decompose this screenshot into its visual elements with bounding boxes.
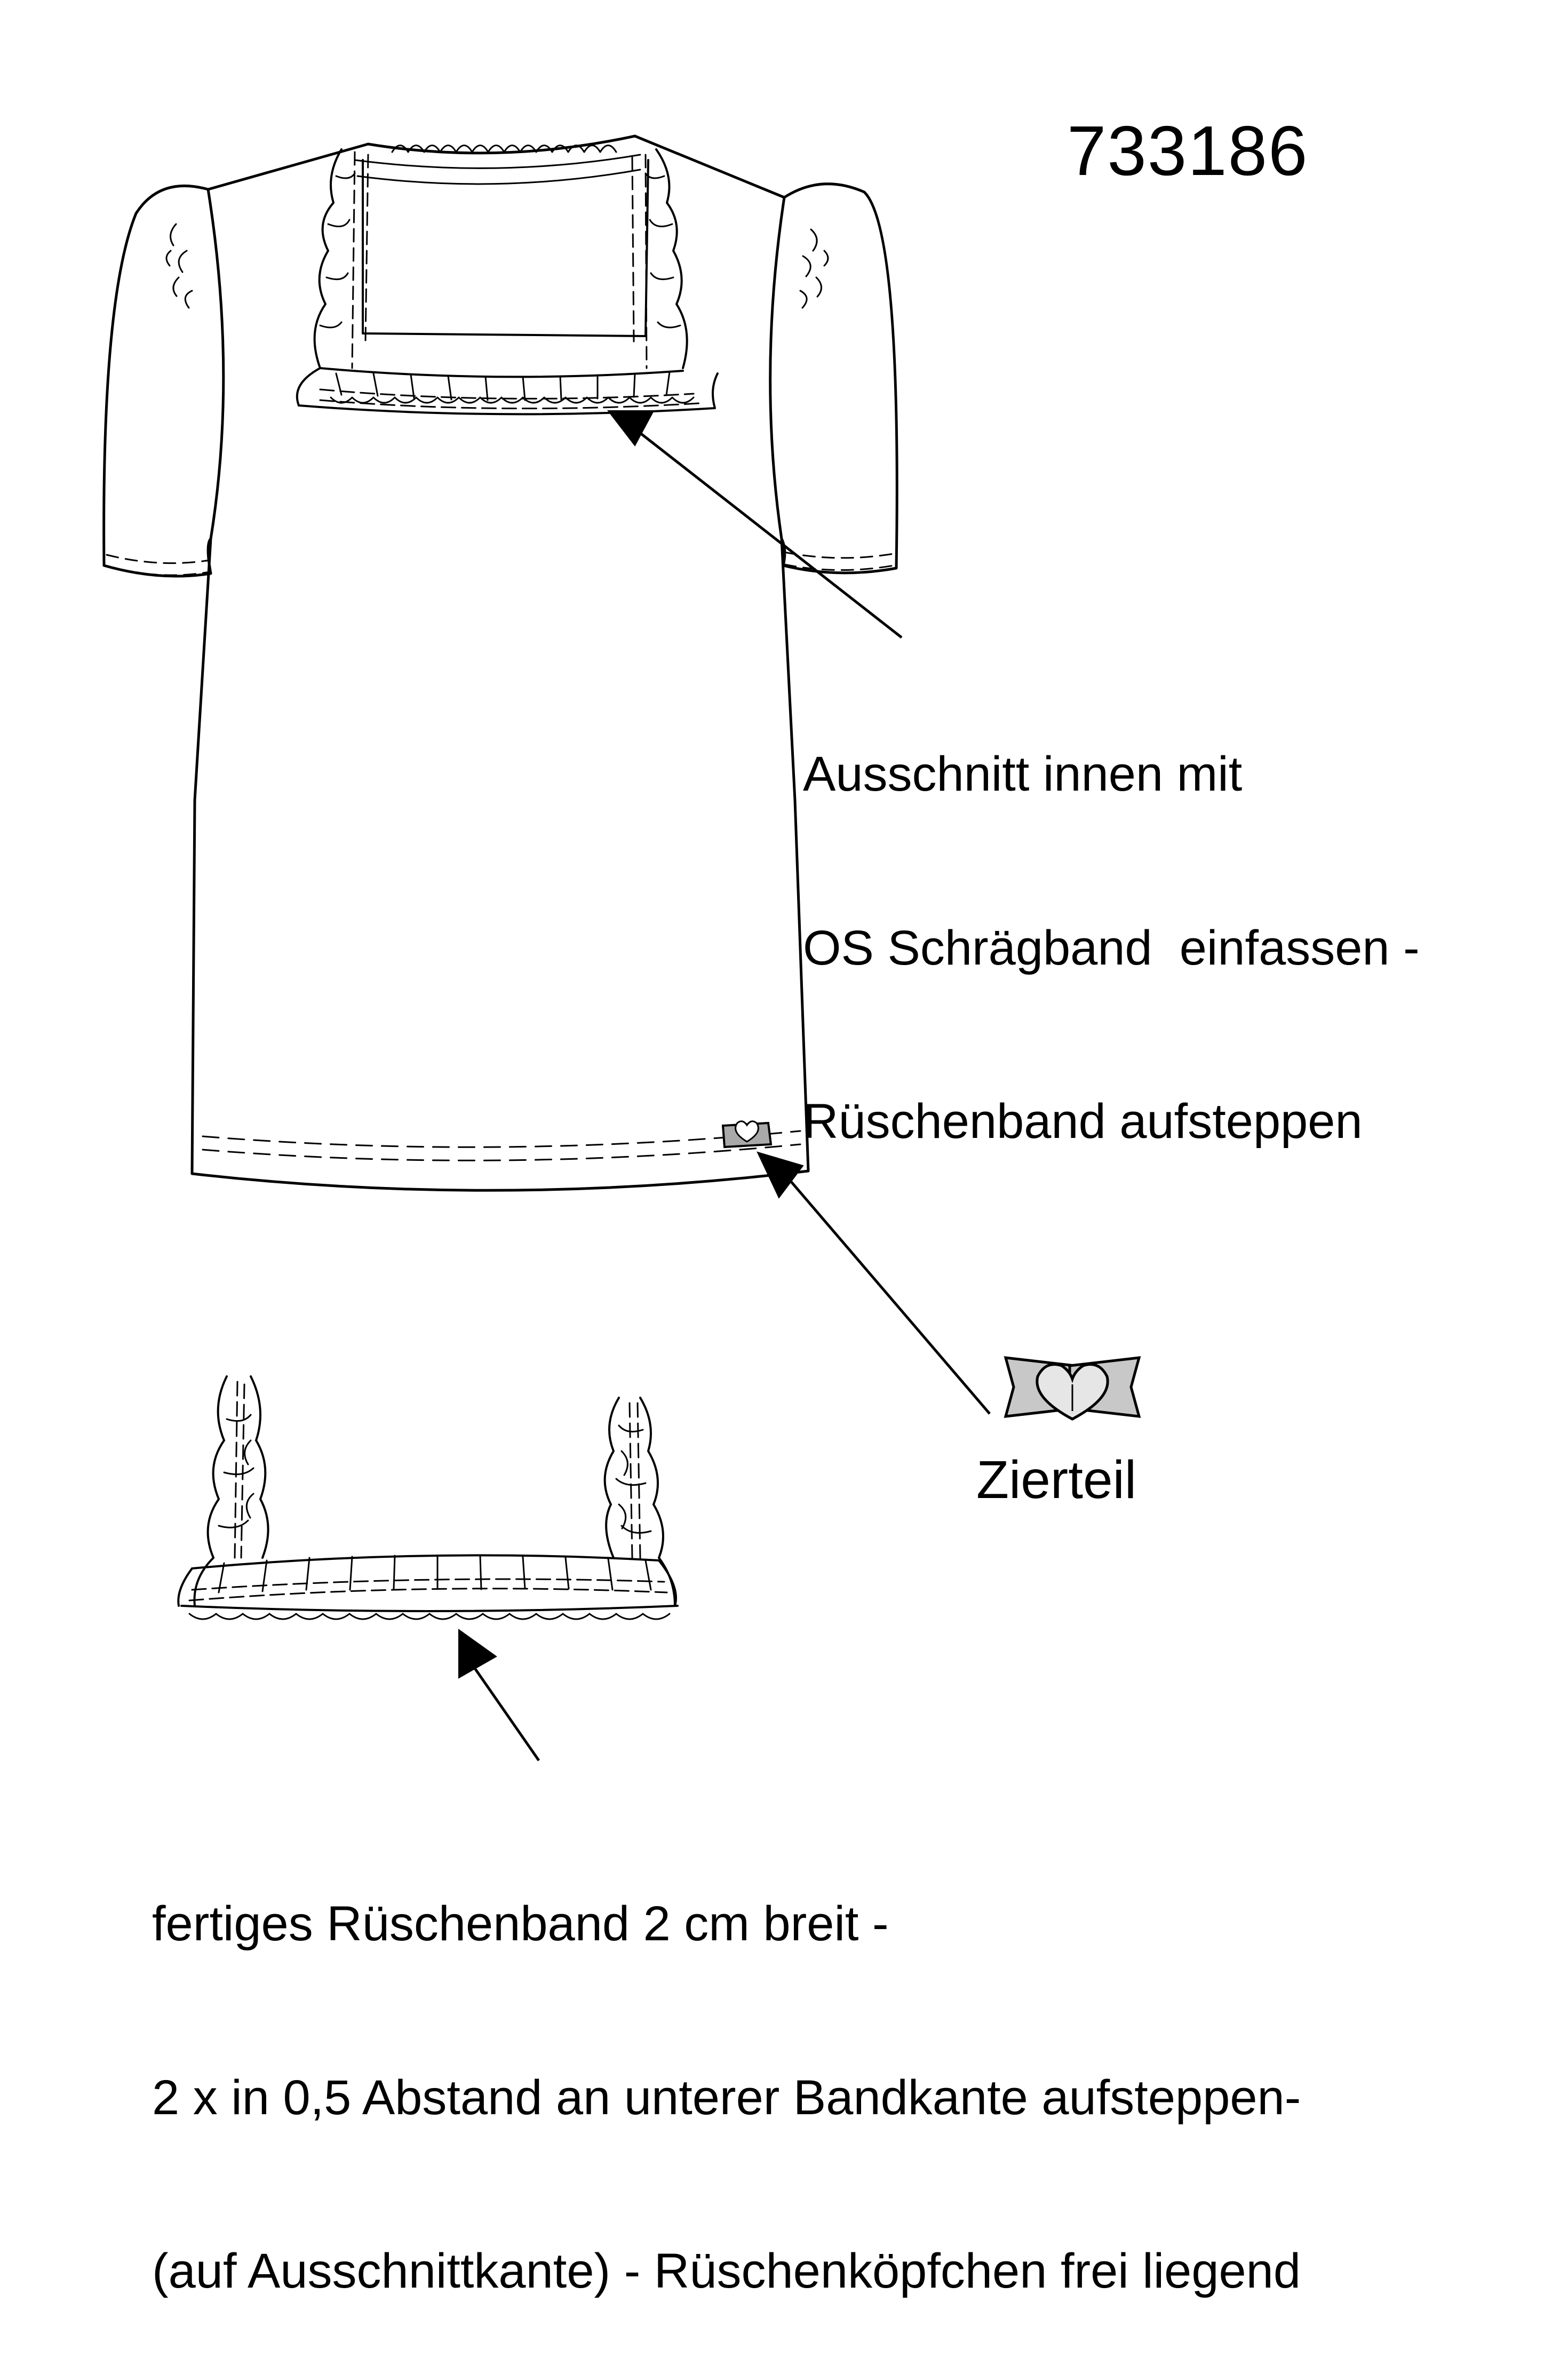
ornament-arrow-line bbox=[784, 1174, 990, 1414]
ruffle-annotation-line: (auf Ausschnittkante) - Rüschenköpfchen frei liegend bbox=[152, 2244, 1301, 2299]
left-sleeve-gathers bbox=[166, 224, 192, 308]
neckline-annotation-line: Ausschnitt innen mit bbox=[803, 747, 1243, 802]
ornament-label: Zierteil bbox=[976, 1450, 1137, 1510]
left-sleeve bbox=[104, 186, 224, 576]
right-sleeve bbox=[770, 184, 897, 573]
shirt-body-outline bbox=[192, 136, 808, 1190]
ruffle-annotation-line: 2 x in 0,5 Abstand an unterer Bandkante aufsteppen- bbox=[152, 2070, 1301, 2125]
ruffle-arrow-line bbox=[472, 1664, 539, 1760]
right-sleeve-gathers bbox=[800, 229, 828, 308]
neckline-annotation bbox=[803, 630, 1420, 1208]
neckline-arrow-line bbox=[632, 427, 902, 638]
neckline-ruffle-trim bbox=[297, 146, 718, 415]
ruffle-tape-annotation bbox=[152, 1779, 1301, 2358]
shirt-front-view bbox=[104, 136, 897, 1190]
ruffle-band-detail bbox=[178, 1376, 678, 1619]
article-number: 733186 bbox=[1067, 111, 1309, 190]
neckline-annotation-line: OS Schrägband einfassen - bbox=[803, 920, 1420, 975]
hem-ornament bbox=[723, 1121, 771, 1147]
left-sleeve-hem-stitch bbox=[107, 555, 210, 575]
ruffle-annotation-line: fertiges Rüschenband 2 cm breit - bbox=[152, 1897, 889, 1951]
heart-bow-icon bbox=[1006, 1358, 1139, 1419]
hem-stitch-line bbox=[203, 1131, 800, 1160]
right-sleeve-hem-stitch bbox=[784, 552, 894, 570]
neckline-arrow-head bbox=[608, 411, 654, 445]
neckline-edge bbox=[368, 136, 635, 153]
neckline-annotation-line: Rüschenband aufsteppen bbox=[803, 1094, 1363, 1149]
